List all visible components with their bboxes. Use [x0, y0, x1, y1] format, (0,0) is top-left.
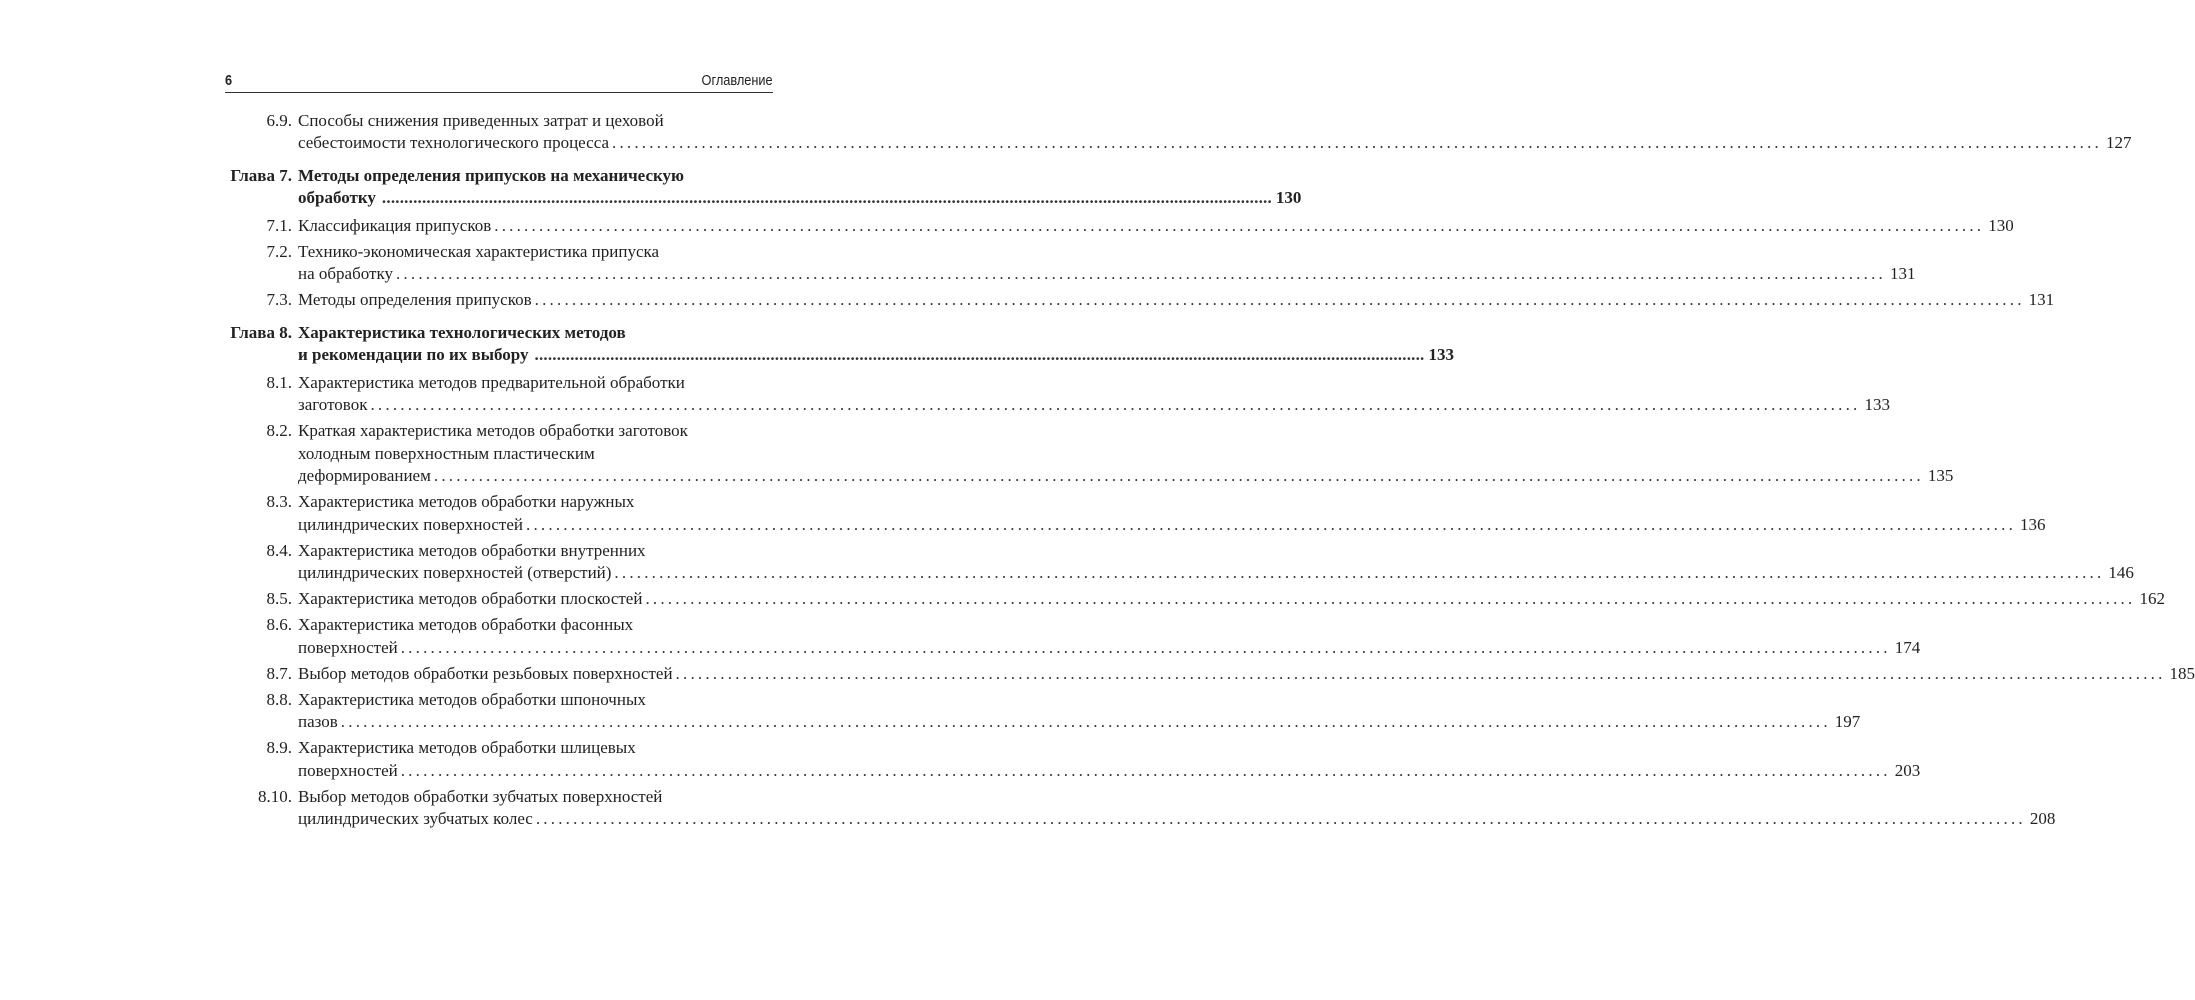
entry-body [298, 614, 1921, 659]
entry-page-number: 174 [1894, 637, 1921, 657]
entry-number: 8.8. [266, 689, 292, 709]
toc-section-entry[interactable] [225, 372, 1890, 417]
entry-page-number: 127 [2106, 133, 2132, 152]
entry-body [298, 322, 1454, 367]
entry-page-number: 208 [2029, 809, 2056, 828]
entry-title-line: Краткая характеристика методов обработки заготовок [298, 421, 688, 440]
dot-leader: ........................................................................................................................................................................................................ [614, 563, 2105, 582]
dot-leader: ........................................................................................................................................................................................................ [534, 345, 1425, 364]
entry-title-line: Методы определения припусков на механическую [298, 165, 685, 185]
entry-last-line [298, 562, 2134, 585]
running-header [225, 66, 773, 93]
dot-leader: ........................................................................................................................................................................................................ [534, 290, 2025, 309]
toc-section-entry[interactable] [225, 786, 2056, 831]
entry-number: 8.6. [266, 615, 292, 634]
dot-leader: ........................................................................................................................................................................................................ [675, 663, 2166, 683]
dot-leader: ........................................................................................................................................................................................................ [494, 215, 1985, 235]
toc-section-entry[interactable] [225, 540, 2134, 585]
entry-body [298, 289, 2055, 312]
entry-number: 7.3. [266, 290, 292, 309]
entry-number: 7.2. [266, 241, 292, 261]
toc-section-entry[interactable] [225, 420, 1954, 488]
entry-page-number: 130 [1275, 188, 1302, 207]
entry-last-line [298, 132, 2132, 155]
entry-body [298, 663, 2195, 686]
entry-title-line: себестоимости технологического процесса [298, 133, 609, 152]
dot-leader: ........................................................................................................................................................................................................ [535, 809, 2026, 828]
toc-section-entry[interactable] [225, 110, 2132, 155]
entry-last-line [298, 808, 2056, 831]
entry-body [298, 588, 2165, 611]
entry-title-line: Способы снижения приведенных затрат и цеховой [298, 110, 664, 130]
entry-number: 8.2. [266, 421, 292, 440]
entry-last-line [298, 289, 2055, 312]
entry-title-line: пазов [298, 712, 338, 731]
dot-leader: ........................................................................................................................................................................................................ [526, 514, 2017, 534]
entry-last-line [298, 663, 2195, 686]
entry-page-number: 133 [1428, 345, 1454, 364]
toc-section-entry[interactable] [225, 588, 2165, 611]
entry-title-line: деформированием [298, 466, 431, 485]
entry-number: 8.3. [266, 492, 292, 511]
page-number: 6 [225, 72, 233, 89]
entry-body [298, 786, 2056, 831]
entry-page-number: 136 [2020, 514, 2046, 534]
entry-body [298, 372, 1890, 417]
entry-last-line [298, 344, 1454, 367]
entry-body [298, 491, 2046, 536]
entry-number: Глава 8. [230, 322, 292, 342]
entry-title-line: Классификация припусков [298, 215, 492, 235]
toc-section-entry[interactable] [225, 289, 2055, 312]
entry-number: 6.9. [266, 110, 292, 130]
entry-last-line [298, 514, 2046, 537]
entry-title-line: Характеристика методов предварительной обработки [298, 372, 685, 392]
entry-title-line: цилиндрических поверхностей [298, 514, 524, 534]
entry-last-line [298, 215, 2014, 238]
entry-title-line: поверхностей [298, 760, 398, 780]
entry-number: 8.4. [266, 540, 292, 560]
toc-section-entry[interactable] [225, 241, 1916, 286]
entry-title-line: Характеристика методов обработки фасонных [298, 615, 634, 634]
running-title: Оглавление [701, 72, 773, 89]
entry-number: 8.10. [258, 786, 292, 806]
entry-title-line: Характеристика методов обработки плоскостей [298, 589, 643, 608]
dot-leader: ........................................................................................................................................................................................................ [381, 188, 1272, 207]
entry-number: Глава 7. [230, 165, 292, 185]
entry-number: 8.7. [266, 663, 292, 683]
entry-title-line: Технико-экономическая характеристика припуска [298, 241, 660, 261]
entry-title-line: Методы определения припусков [298, 290, 532, 309]
entry-title-line: Характеристика методов обработки шпоночных [298, 689, 646, 709]
entry-page-number: 162 [2139, 589, 2165, 608]
toc-section-entry[interactable] [225, 689, 1861, 734]
dot-leader: ........................................................................................................................................................................................................ [612, 133, 2102, 152]
entry-title-line: цилиндрических поверхностей (отверстий) [298, 563, 612, 582]
entry-last-line [298, 760, 1921, 783]
toc-section-entry[interactable] [225, 737, 1921, 782]
toc-chapter-entry[interactable] [225, 165, 1302, 210]
entry-title-line: цилиндрических зубчатых колес [298, 809, 533, 828]
entry-title-line: поверхностей [298, 637, 398, 657]
entry-body [298, 110, 2132, 155]
entry-number: 8.1. [266, 372, 292, 392]
dot-leader: ........................................................................................................................................................................................................ [645, 589, 2136, 608]
entry-title-line: Характеристика методов обработки внутренних [298, 540, 646, 560]
entry-body [298, 215, 2014, 238]
entry-last-line [298, 711, 1861, 734]
dot-leader: ........................................................................................................................................................................................................ [400, 637, 1891, 657]
entry-last-line [298, 187, 1302, 210]
entry-title-line: и рекомендации по их выбору [298, 345, 529, 364]
entry-body [298, 689, 1861, 734]
entry-page-number: 203 [1894, 760, 1921, 780]
table-of-contents [225, 106, 2195, 831]
entry-body [298, 165, 1302, 210]
entry-title-line: Выбор методов обработки резьбовых поверхностей [298, 663, 673, 683]
entry-last-line [298, 394, 1890, 417]
toc-section-entry[interactable] [225, 614, 1921, 659]
entry-page-number: 185 [2169, 663, 2195, 683]
dot-leader: ........................................................................................................................................................................................................ [400, 760, 1891, 780]
entry-body [298, 241, 1916, 286]
entry-title-line: Характеристика технологических методов [298, 322, 626, 342]
entry-last-line [298, 263, 1916, 286]
entry-last-line [298, 465, 1954, 488]
dot-leader: ........................................................................................................................................................................................................ [340, 712, 1831, 731]
entry-title-line: Выбор методов обработки зубчатых поверхностей [298, 786, 663, 806]
entry-page-number: 133 [1864, 395, 1890, 414]
entry-number: 8.9. [266, 738, 292, 757]
entry-page-number: 197 [1834, 712, 1861, 731]
entry-title-line: на обработку [298, 264, 393, 283]
entry-page-number: 131 [1889, 264, 1916, 283]
entry-page-number: 146 [2108, 563, 2134, 582]
dot-leader: ........................................................................................................................................................................................................ [433, 466, 1924, 485]
dot-leader: ........................................................................................................................................................................................................ [370, 395, 1861, 414]
entry-body [298, 737, 1921, 782]
entry-last-line [298, 588, 2165, 611]
entry-body [298, 420, 1954, 488]
entry-title-line: холодным поверхностным пластическим [298, 443, 595, 463]
entry-title-line: заготовок [298, 395, 368, 414]
entry-title-line: обработку [298, 188, 376, 207]
entry-page-number: 130 [1988, 215, 2014, 235]
toc-section-entry[interactable] [225, 491, 2046, 536]
toc-section-entry[interactable] [225, 215, 2014, 238]
entry-number: 8.5. [266, 589, 292, 608]
toc-section-entry[interactable] [225, 663, 2195, 686]
entry-title-line: Характеристика методов обработки наружных [298, 492, 635, 511]
entry-title-line: Характеристика методов обработки шлицевых [298, 738, 636, 757]
entry-page-number: 135 [1927, 466, 1954, 485]
entry-body [298, 540, 2134, 585]
entry-page-number: 131 [2028, 290, 2055, 309]
entry-number: 7.1. [266, 215, 292, 235]
toc-chapter-entry[interactable] [225, 322, 1454, 367]
dot-leader: ........................................................................................................................................................................................................ [395, 264, 1886, 283]
entry-last-line [298, 637, 1921, 660]
